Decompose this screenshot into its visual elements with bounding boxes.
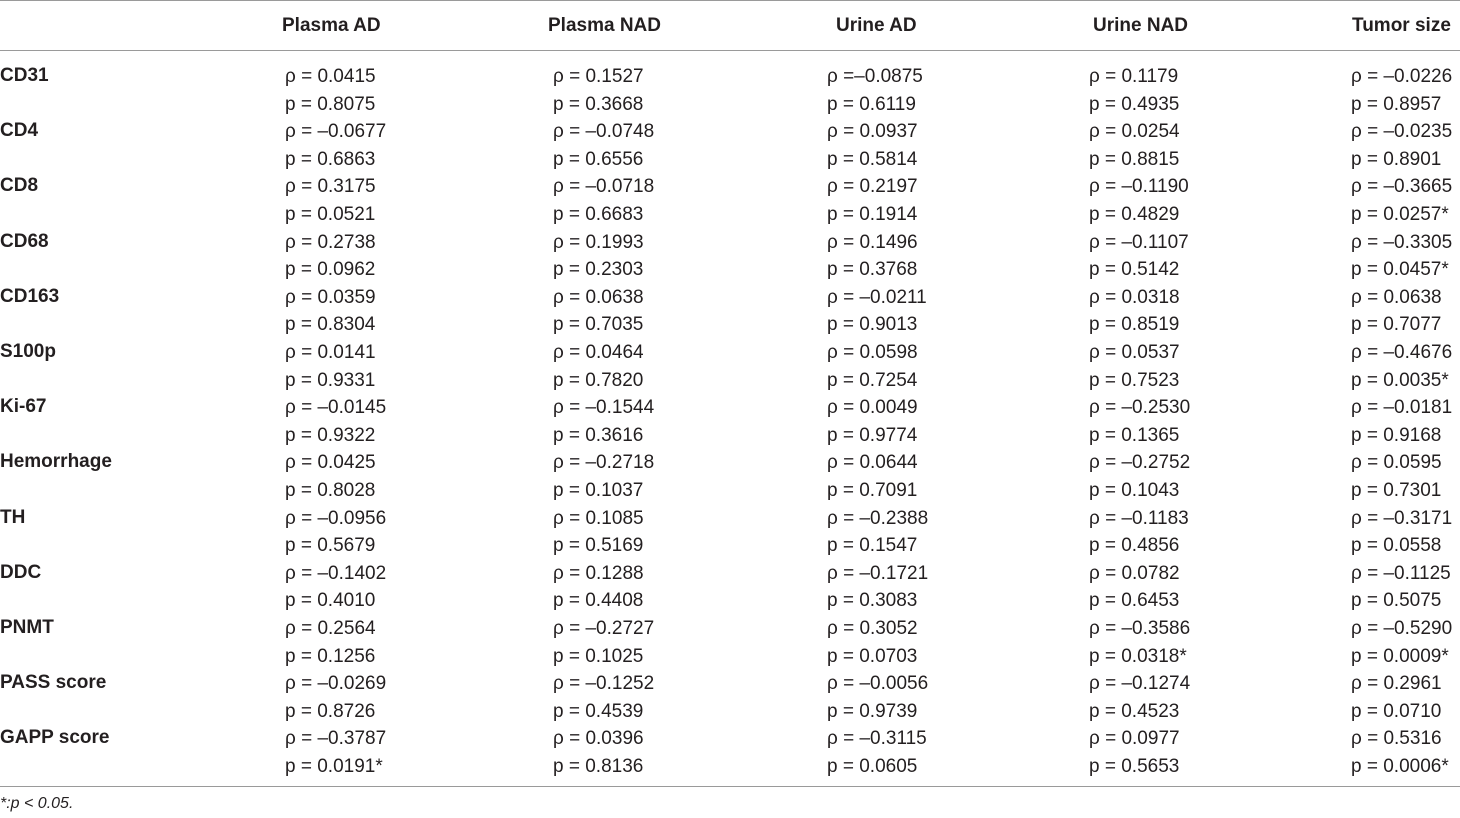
- rho-value: ρ = 0.1993: [553, 231, 644, 253]
- rho-value: ρ = –0.0235: [1351, 121, 1453, 143]
- p-value: p = 0.4856: [1089, 535, 1180, 557]
- table-cell: [1089, 560, 1180, 615]
- rho-value: ρ = 0.1085: [553, 507, 644, 529]
- rho-value: ρ = –0.3115: [827, 728, 927, 750]
- rho-value: ρ = –0.1125: [1351, 562, 1451, 584]
- rho-value: ρ = –0.2727: [553, 618, 655, 639]
- p-value: p = 0.0962: [285, 259, 376, 281]
- p-value: p = 0.9322: [285, 424, 376, 446]
- table-cell: [827, 449, 918, 504]
- row-label: CD68: [0, 230, 49, 252]
- p-value: p = 0.9739: [827, 700, 918, 722]
- table-cell: [553, 670, 654, 725]
- rho-value: ρ = 0.0359: [285, 286, 376, 308]
- table-cell: [827, 118, 918, 173]
- table-cell: [827, 284, 927, 339]
- rho-value: ρ = –0.1402: [285, 562, 387, 584]
- p-value: p = 0.8028: [285, 479, 376, 501]
- rho-value: ρ = –0.2388: [827, 507, 929, 529]
- row-label: CD31: [0, 65, 49, 86]
- rho-value: ρ = 0.2564: [285, 618, 376, 639]
- header-plasma-ad: Plasma AD: [282, 15, 381, 36]
- p-value: p = 0.0558: [1351, 535, 1442, 557]
- table-cell: [1351, 284, 1442, 339]
- table-cell: [285, 615, 376, 670]
- table-cell: [827, 505, 928, 560]
- row-label: CD8: [0, 175, 39, 197]
- table-cell: [827, 173, 918, 228]
- p-value: p = 0.0457*: [1351, 259, 1449, 281]
- table-cell: [553, 394, 654, 449]
- rho-value: ρ = –0.3305: [1351, 231, 1453, 253]
- p-value: p = 0.0703: [827, 645, 918, 667]
- row-label: GAPP score: [0, 727, 110, 749]
- table-cell: [1351, 229, 1452, 284]
- p-value: p = 0.6119: [827, 93, 916, 115]
- rho-value: ρ = 0.0638: [553, 286, 644, 308]
- table-cell: [285, 118, 386, 173]
- p-value: p = 0.9774: [827, 424, 918, 446]
- p-value: p = 0.8075: [285, 93, 376, 115]
- table-cell: [1351, 118, 1452, 173]
- table-cell: [553, 63, 644, 118]
- p-value: p = 0.8815: [1089, 148, 1180, 170]
- p-value: p = 0.3668: [553, 93, 644, 115]
- p-value: p = 0.9013: [827, 314, 918, 336]
- table-cell: [1351, 339, 1452, 394]
- rho-value: ρ = –0.3171: [1351, 507, 1453, 529]
- table-cell: [1351, 173, 1452, 228]
- p-value: p = 0.5169: [553, 535, 644, 557]
- table-cell: [1351, 615, 1452, 670]
- table-cell: [1351, 560, 1451, 615]
- rho-value: ρ = 0.0537: [1089, 342, 1180, 363]
- rho-value: ρ = –0.0748: [553, 121, 655, 143]
- rho-value: ρ =–0.0875: [827, 66, 923, 87]
- table-cell: [1351, 449, 1442, 504]
- header-urine-nad: Urine NAD: [1093, 15, 1189, 36]
- p-value: p = 0.7254: [827, 369, 918, 391]
- table-cell: [827, 615, 918, 670]
- table-cell: [285, 339, 376, 394]
- rho-value: ρ = –0.2530: [1089, 397, 1191, 419]
- p-value: p = 0.5142: [1089, 259, 1180, 281]
- p-value: p = 0.9331: [285, 369, 376, 391]
- table-cell: [1351, 670, 1442, 725]
- rho-value: ρ = –0.1252: [553, 673, 655, 695]
- rho-value: ρ = –0.2752: [1089, 452, 1191, 474]
- table-top-rule: [0, 0, 1460, 1]
- p-value: p = 0.0257*: [1351, 203, 1449, 225]
- table-cell: [553, 284, 644, 339]
- p-value: p = 0.7077: [1351, 314, 1442, 336]
- p-value: p = 0.8901: [1351, 148, 1442, 170]
- p-value: p = 0.7091: [827, 479, 918, 501]
- p-value: p = 0.5075: [1351, 590, 1442, 612]
- rho-value: ρ = –0.1183: [1089, 507, 1189, 529]
- table-row: [0, 449, 1460, 504]
- p-value: p = 0.0191*: [285, 755, 383, 777]
- table-cell: [553, 505, 644, 560]
- p-value: p = 0.9168: [1351, 424, 1442, 446]
- p-value: p = 0.4829: [1089, 203, 1180, 225]
- rho-value: ρ = –0.0145: [285, 397, 387, 419]
- row-label: PASS score: [0, 672, 107, 694]
- table-cell: [553, 118, 654, 173]
- table-row: [0, 560, 1460, 615]
- p-value: p = 0.5679: [285, 535, 376, 557]
- table-cell: [1089, 670, 1190, 725]
- p-value: p = 0.4408: [553, 590, 644, 612]
- table-cell: [827, 339, 918, 394]
- table-cell: [285, 670, 386, 725]
- rho-value: ρ = 0.0638: [1351, 286, 1442, 308]
- p-value: p = 0.1043: [1089, 479, 1180, 501]
- table-cell: [553, 339, 644, 394]
- table-cell: [553, 615, 654, 670]
- table-cell: [827, 670, 928, 725]
- p-value: p = 0.0006*: [1351, 755, 1449, 777]
- p-value: p = 0.5814: [827, 148, 918, 170]
- row-label: S100p: [0, 341, 56, 362]
- p-value: p = 0.1025: [553, 645, 644, 667]
- table-cell: [1351, 63, 1452, 118]
- table-cell: [285, 560, 386, 615]
- p-value: p = 0.6863: [285, 148, 376, 170]
- table-row: [0, 339, 1460, 394]
- rho-value: ρ = –0.1544: [553, 397, 655, 419]
- rho-value: ρ = 0.0464: [553, 342, 644, 363]
- p-value: p = 0.8519: [1089, 314, 1180, 336]
- table-cell: [1089, 394, 1190, 449]
- table-cell: [285, 394, 386, 449]
- p-value: p = 0.1914: [827, 203, 918, 225]
- table-cell: [827, 63, 923, 118]
- p-value: p = 0.4010: [285, 590, 376, 612]
- table-row: [0, 63, 1460, 118]
- p-value: p = 0.7035: [553, 314, 644, 336]
- p-value: p = 0.3083: [827, 590, 918, 612]
- rho-value: ρ = 0.0595: [1351, 452, 1442, 474]
- table-cell: [285, 505, 386, 560]
- p-value: p = 0.5653: [1089, 755, 1180, 777]
- table-cell: [285, 229, 376, 284]
- rho-value: ρ = 0.0598: [827, 342, 918, 363]
- table-row: [0, 670, 1460, 725]
- rho-value: ρ = 0.0049: [827, 397, 918, 419]
- rho-value: ρ = –0.0056: [827, 673, 929, 695]
- row-label: CD4: [0, 120, 39, 142]
- table-cell: [1089, 173, 1189, 228]
- rho-value: ρ = –0.0226: [1351, 66, 1453, 87]
- p-value: p = 0.8957: [1351, 93, 1442, 115]
- table-bottom-rule: [0, 786, 1460, 787]
- rho-value: ρ = 0.0318: [1089, 286, 1180, 308]
- table-cell: [1089, 449, 1190, 504]
- rho-value: ρ = –0.0181: [1351, 397, 1453, 419]
- p-value: p = 0.1547: [827, 535, 918, 557]
- p-value: p = 0.0605: [827, 755, 918, 777]
- rho-value: ρ = 0.0977: [1089, 728, 1180, 750]
- rho-value: ρ = 0.0782: [1089, 562, 1180, 584]
- table-row: [0, 725, 1460, 780]
- p-value: p = 0.2303: [553, 259, 644, 281]
- rho-value: ρ = –0.1721: [827, 562, 929, 584]
- rho-value: ρ = –0.0211: [827, 286, 927, 308]
- rho-value: ρ = 0.2738: [285, 231, 376, 253]
- p-value: p = 0.8304: [285, 314, 376, 336]
- row-label: PNMT: [0, 617, 54, 638]
- table-cell: [1351, 725, 1449, 780]
- rho-value: ρ = 0.0644: [827, 452, 918, 474]
- table-cell: [285, 63, 376, 118]
- rho-value: ρ = –0.4676: [1351, 342, 1453, 363]
- rho-value: ρ = 0.1527: [553, 66, 644, 87]
- p-value: p = 0.0318*: [1089, 645, 1187, 667]
- rho-value: ρ = –0.5290: [1351, 618, 1453, 639]
- table-cell: [285, 173, 376, 228]
- table-cell: [553, 173, 654, 228]
- rho-value: ρ = 0.3052: [827, 618, 918, 639]
- row-label: Ki-67: [0, 396, 47, 418]
- rho-value: ρ = 0.0937: [827, 121, 918, 143]
- header-bottom-rule: [0, 50, 1460, 51]
- rho-value: ρ = –0.3787: [285, 728, 387, 750]
- table-cell: [553, 725, 644, 780]
- table-cell: [1089, 63, 1179, 118]
- p-value: p = 0.8726: [285, 700, 376, 722]
- p-value: p = 0.1365: [1089, 424, 1180, 446]
- table-cell: [1089, 118, 1180, 173]
- rho-value: ρ = 0.1496: [827, 231, 918, 253]
- p-value: p = 0.6683: [553, 203, 644, 225]
- rho-value: ρ = 0.5316: [1351, 728, 1442, 750]
- row-label: DDC: [0, 561, 42, 583]
- p-value: p = 0.0035*: [1351, 369, 1449, 391]
- p-value: p = 0.0521: [285, 203, 376, 225]
- p-value: p = 0.7301: [1351, 479, 1442, 501]
- p-value: p = 0.0710: [1351, 700, 1442, 722]
- table-row: [0, 505, 1460, 560]
- table-row: [0, 118, 1460, 173]
- table-cell: [1089, 505, 1189, 560]
- table-row: [0, 229, 1460, 284]
- table-cell: [1089, 725, 1180, 780]
- rho-value: ρ = –0.1107: [1089, 231, 1189, 253]
- table-cell: [285, 284, 376, 339]
- rho-value: ρ = –0.1190: [1089, 176, 1189, 198]
- table-cell: [1351, 394, 1452, 449]
- p-value: p = 0.0009*: [1351, 645, 1449, 667]
- table-cell: [1351, 505, 1452, 560]
- rho-value: ρ = –0.0269: [285, 673, 387, 695]
- p-value: p = 0.3768: [827, 259, 918, 281]
- rho-value: ρ = 0.0254: [1089, 121, 1180, 143]
- rho-value: ρ = 0.0396: [553, 728, 644, 750]
- rho-value: ρ = –0.3586: [1089, 618, 1191, 639]
- rho-value: ρ = 0.2197: [827, 176, 918, 198]
- p-value: p = 0.7820: [553, 369, 644, 391]
- rho-value: ρ = –0.0956: [285, 507, 387, 529]
- rho-value: ρ = 0.2961: [1351, 673, 1442, 695]
- p-value: p = 0.4523: [1089, 700, 1180, 722]
- rho-value: ρ = 0.0425: [285, 452, 376, 474]
- table-cell: [1089, 284, 1180, 339]
- table-cell: [1089, 229, 1189, 284]
- table-cell: [285, 725, 386, 780]
- table-cell: [1089, 615, 1190, 670]
- rho-value: ρ = 0.3175: [285, 176, 376, 198]
- rho-value: ρ = –0.0677: [285, 121, 387, 143]
- rho-value: ρ = –0.0718: [553, 176, 655, 198]
- p-value: p = 0.8136: [553, 755, 644, 777]
- table-cell: [553, 449, 654, 504]
- row-label: Hemorrhage: [0, 451, 112, 473]
- table-cell: [827, 229, 918, 284]
- rho-value: ρ = 0.1179: [1089, 66, 1179, 87]
- footnote: *:p < 0.05.: [0, 795, 74, 812]
- row-label: TH: [0, 506, 26, 528]
- table-row: [0, 284, 1460, 339]
- rho-value: ρ = 0.1288: [553, 562, 644, 584]
- header-urine-ad: Urine AD: [836, 15, 917, 36]
- p-value: p = 0.4935: [1089, 93, 1180, 115]
- rho-value: ρ = –0.3665: [1351, 176, 1453, 198]
- rho-value: ρ = –0.2718: [553, 452, 655, 474]
- table-cell: [827, 725, 927, 780]
- table-cell: [553, 229, 644, 284]
- header-plasma-nad: Plasma NAD: [548, 15, 661, 36]
- p-value: p = 0.1037: [553, 479, 644, 501]
- table-cell: [1089, 339, 1180, 394]
- table-row: [0, 394, 1460, 449]
- rho-value: ρ = –0.1274: [1089, 673, 1191, 695]
- table-cell: [553, 560, 644, 615]
- table-cell: [827, 394, 918, 449]
- p-value: p = 0.7523: [1089, 369, 1180, 391]
- p-value: p = 0.1256: [285, 645, 376, 667]
- table-cell: [827, 560, 928, 615]
- rho-value: ρ = 0.0415: [285, 66, 376, 87]
- table-row: [0, 615, 1460, 670]
- p-value: p = 0.4539: [553, 700, 644, 722]
- header-tumor-size: Tumor size: [1352, 15, 1451, 36]
- table-cell: [285, 449, 376, 504]
- row-label: CD163: [0, 285, 60, 307]
- p-value: p = 0.3616: [553, 424, 644, 446]
- rho-value: ρ = 0.0141: [285, 342, 376, 363]
- table-row: [0, 173, 1460, 228]
- p-value: p = 0.6556: [553, 148, 644, 170]
- p-value: p = 0.6453: [1089, 590, 1180, 612]
